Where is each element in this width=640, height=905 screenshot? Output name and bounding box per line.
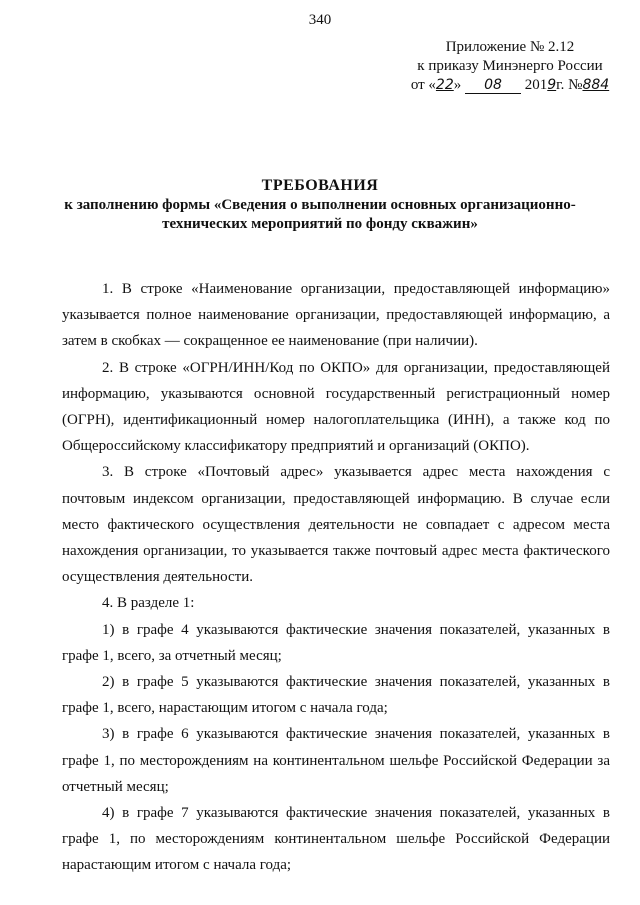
handwritten-month-field [465, 78, 521, 94]
appendix-title: Приложение № 2.12 [445, 39, 575, 55]
appendix-from-label: от « [410, 77, 436, 93]
appendix-year-suffix: г. № [556, 77, 583, 93]
handwritten-order-number: 884 [582, 77, 610, 93]
appendix-quote-close: » [453, 77, 462, 93]
title-line-2: к заполнению формы «Сведения о выполнении основных организационно- [64, 197, 576, 213]
document-body [62, 276, 610, 879]
paragraph-1: 1. В строке «Наименование организации, предоставляющей информацию» указывается полное наименование организации, предоставляющей информацию, а затем в скобках — сокращенное ее наименование (при наличии). [62, 281, 610, 350]
document-title [40, 176, 600, 234]
paragraph-2: 2. В строке «ОГРН/ИНН/Код по ОКПО» для организации, предоставляющей информацию, указываются основной государственный регистрационный номер (ОГРН), идентификационный номер налогоплательщика (ИНН), а также код по Общероссийскому классификатору предприятий и организаций (ОКПО). [62, 359, 610, 455]
paragraph-3: 3. В строке «Почтовый адрес» указывается адрес места нахождения с почтовым индексом организации, предоставляющей информацию. В случае если место фактического осуществления деятельности не совпадает с адресом места нахождения организации, то указывается также почтовый адрес места фактического осуществления деятельности. [62, 464, 610, 586]
title-line-3: технических мероприятий по фонду скважин» [162, 216, 478, 232]
paragraph-4-3: 3) в графе 6 указываются фактические значения показателей, указанных в графе 1, по месторождениям на континентальном шельфе Российской Федерации за отчетный месяц; [62, 726, 610, 795]
paragraph-4-4: 4) в графе 7 указываются фактические значения показателей, указанных в графе 1, по месторождениям континентальном шельфе Российской Федерации нарастающим итогом с начала года; [62, 805, 610, 874]
title-heading: ТРЕБОВАНИЯ [261, 177, 379, 194]
appendix-date-line [400, 76, 620, 95]
appendix-block [400, 38, 620, 95]
paragraph-4: 4. В разделе 1: [102, 595, 195, 612]
handwritten-day: 22 [435, 77, 454, 93]
appendix-year-prefix: 201 [524, 77, 548, 93]
handwritten-month: 08 [484, 77, 502, 93]
page-number: 340 [308, 12, 332, 28]
appendix-order-reference: к приказу Минэнерго России [417, 58, 603, 74]
paragraph-4-1: 1) в графе 4 указываются фактические значения показателей, указанных в графе 1, всего, за отчетный месяц; [62, 621, 610, 664]
handwritten-year-digit: 9 [547, 77, 557, 93]
paragraph-4-2: 2) в графе 5 указываются фактические значения показателей, указанных в графе 1, всего, нарастающим итогом с начала года; [62, 674, 610, 717]
